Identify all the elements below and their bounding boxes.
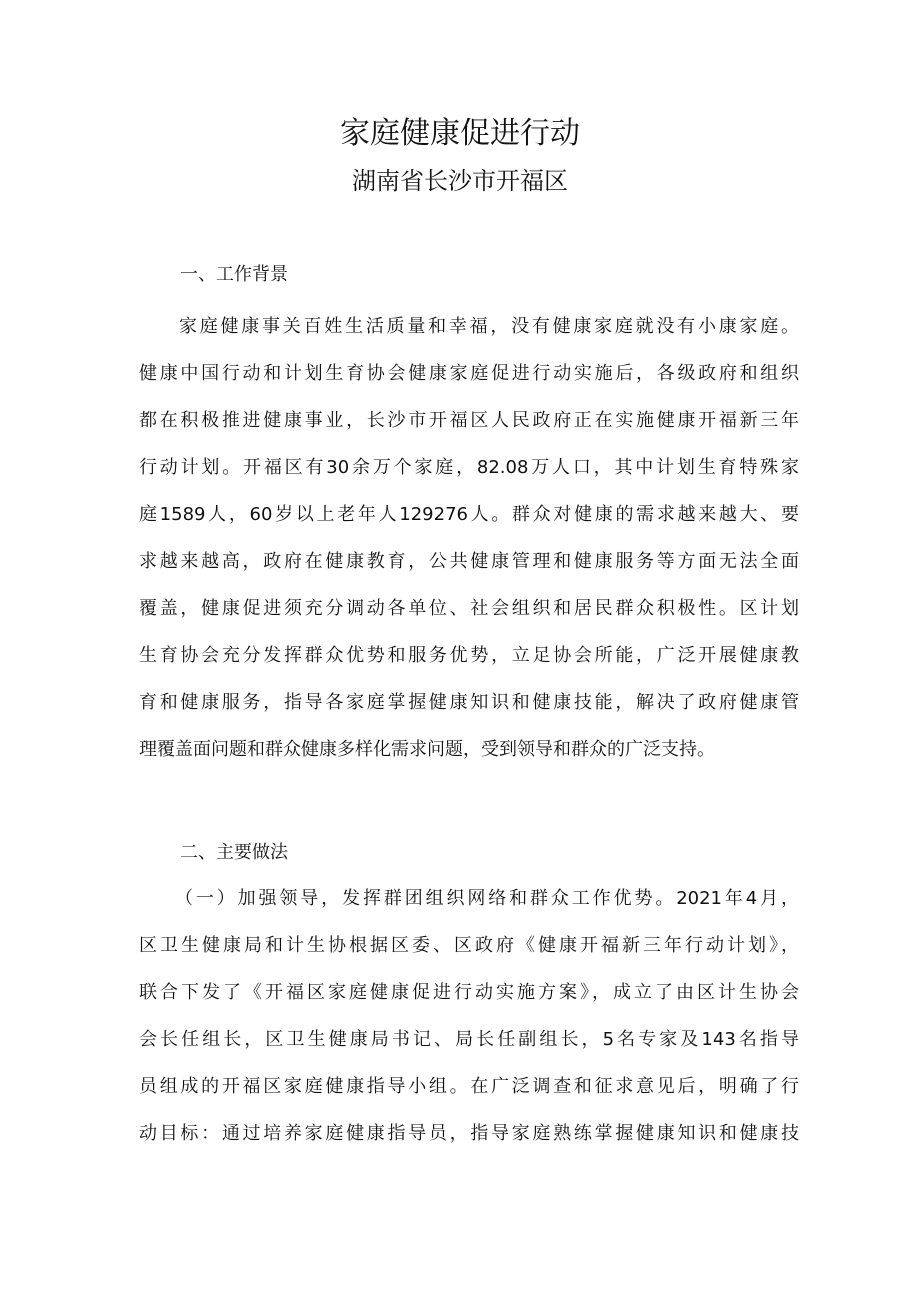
paragraph-line: 员组成的开福区家庭健康指导小组。在广泛调查和征求意见后，明确了行 [139, 1076, 799, 1097]
document-subtitle: 湖南省长沙市开福区 [352, 167, 568, 195]
paragraph-line: 会长任组长，区卫生健康局书记、局长任副组长，5名专家及143名指导 [139, 1029, 799, 1050]
paragraph-line: 健康中国行动和计划生育协会健康家庭促进行动实施后，各级政府和组织 [139, 363, 799, 384]
section-paragraph-measures [139, 875, 799, 1157]
paragraph-line: 都在积极推进健康事业，长沙市开福区人民政府正在实施健康开福新三年 [139, 410, 799, 431]
section-paragraph-background [139, 303, 799, 773]
paragraph-line: 行动计划。开福区有30余万个家庭，82.08万人口，其中计划生育特殊家 [139, 457, 799, 478]
paragraph-line: 生育协会充分发挥群众优势和服务优势，立足协会所能，广泛开展健康教 [139, 645, 799, 666]
paragraph-line: 联合下发了《开福区家庭健康促进行动实施方案》，成立了由区计生协会 [139, 982, 799, 1003]
paragraph-line: 庭1589人，60岁以上老年人129276人。群众对健康的需求越来越大、要 [139, 504, 799, 525]
paragraph-line: 家庭健康事关百姓生活质量和幸福，没有健康家庭就没有小康家庭。 [179, 316, 799, 337]
paragraph-line: 动目标：通过培养家庭健康指导员，指导家庭熟练掌握健康知识和健康技 [139, 1123, 799, 1144]
paragraph-line: 理覆盖面问题和群众健康多样化需求问题，受到领导和群众的广泛支持。 [139, 739, 715, 760]
paragraph-line: 求越来越高，政府在健康教育，公共健康管理和健康服务等方面无法全面 [139, 551, 799, 572]
paragraph-line: 育和健康服务，指导各家庭掌握健康知识和健康技能，解决了政府健康管 [139, 692, 799, 713]
document-title: 家庭健康促进行动 [340, 116, 580, 151]
paragraph-line: 区卫生健康局和计生协根据区委、区政府《健康开福新三年行动计划》， [139, 935, 799, 956]
section-heading-background: 一、工作背景 [180, 264, 288, 285]
paragraph-line: 覆盖，健康促进须充分调动各单位、社会组织和居民群众积极性。区计划 [139, 598, 799, 619]
paragraph-line: （一）加强领导，发挥群团组织网络和群众工作优势。2021年4月， [175, 888, 799, 909]
section-heading-measures: 二、主要做法 [180, 842, 288, 863]
